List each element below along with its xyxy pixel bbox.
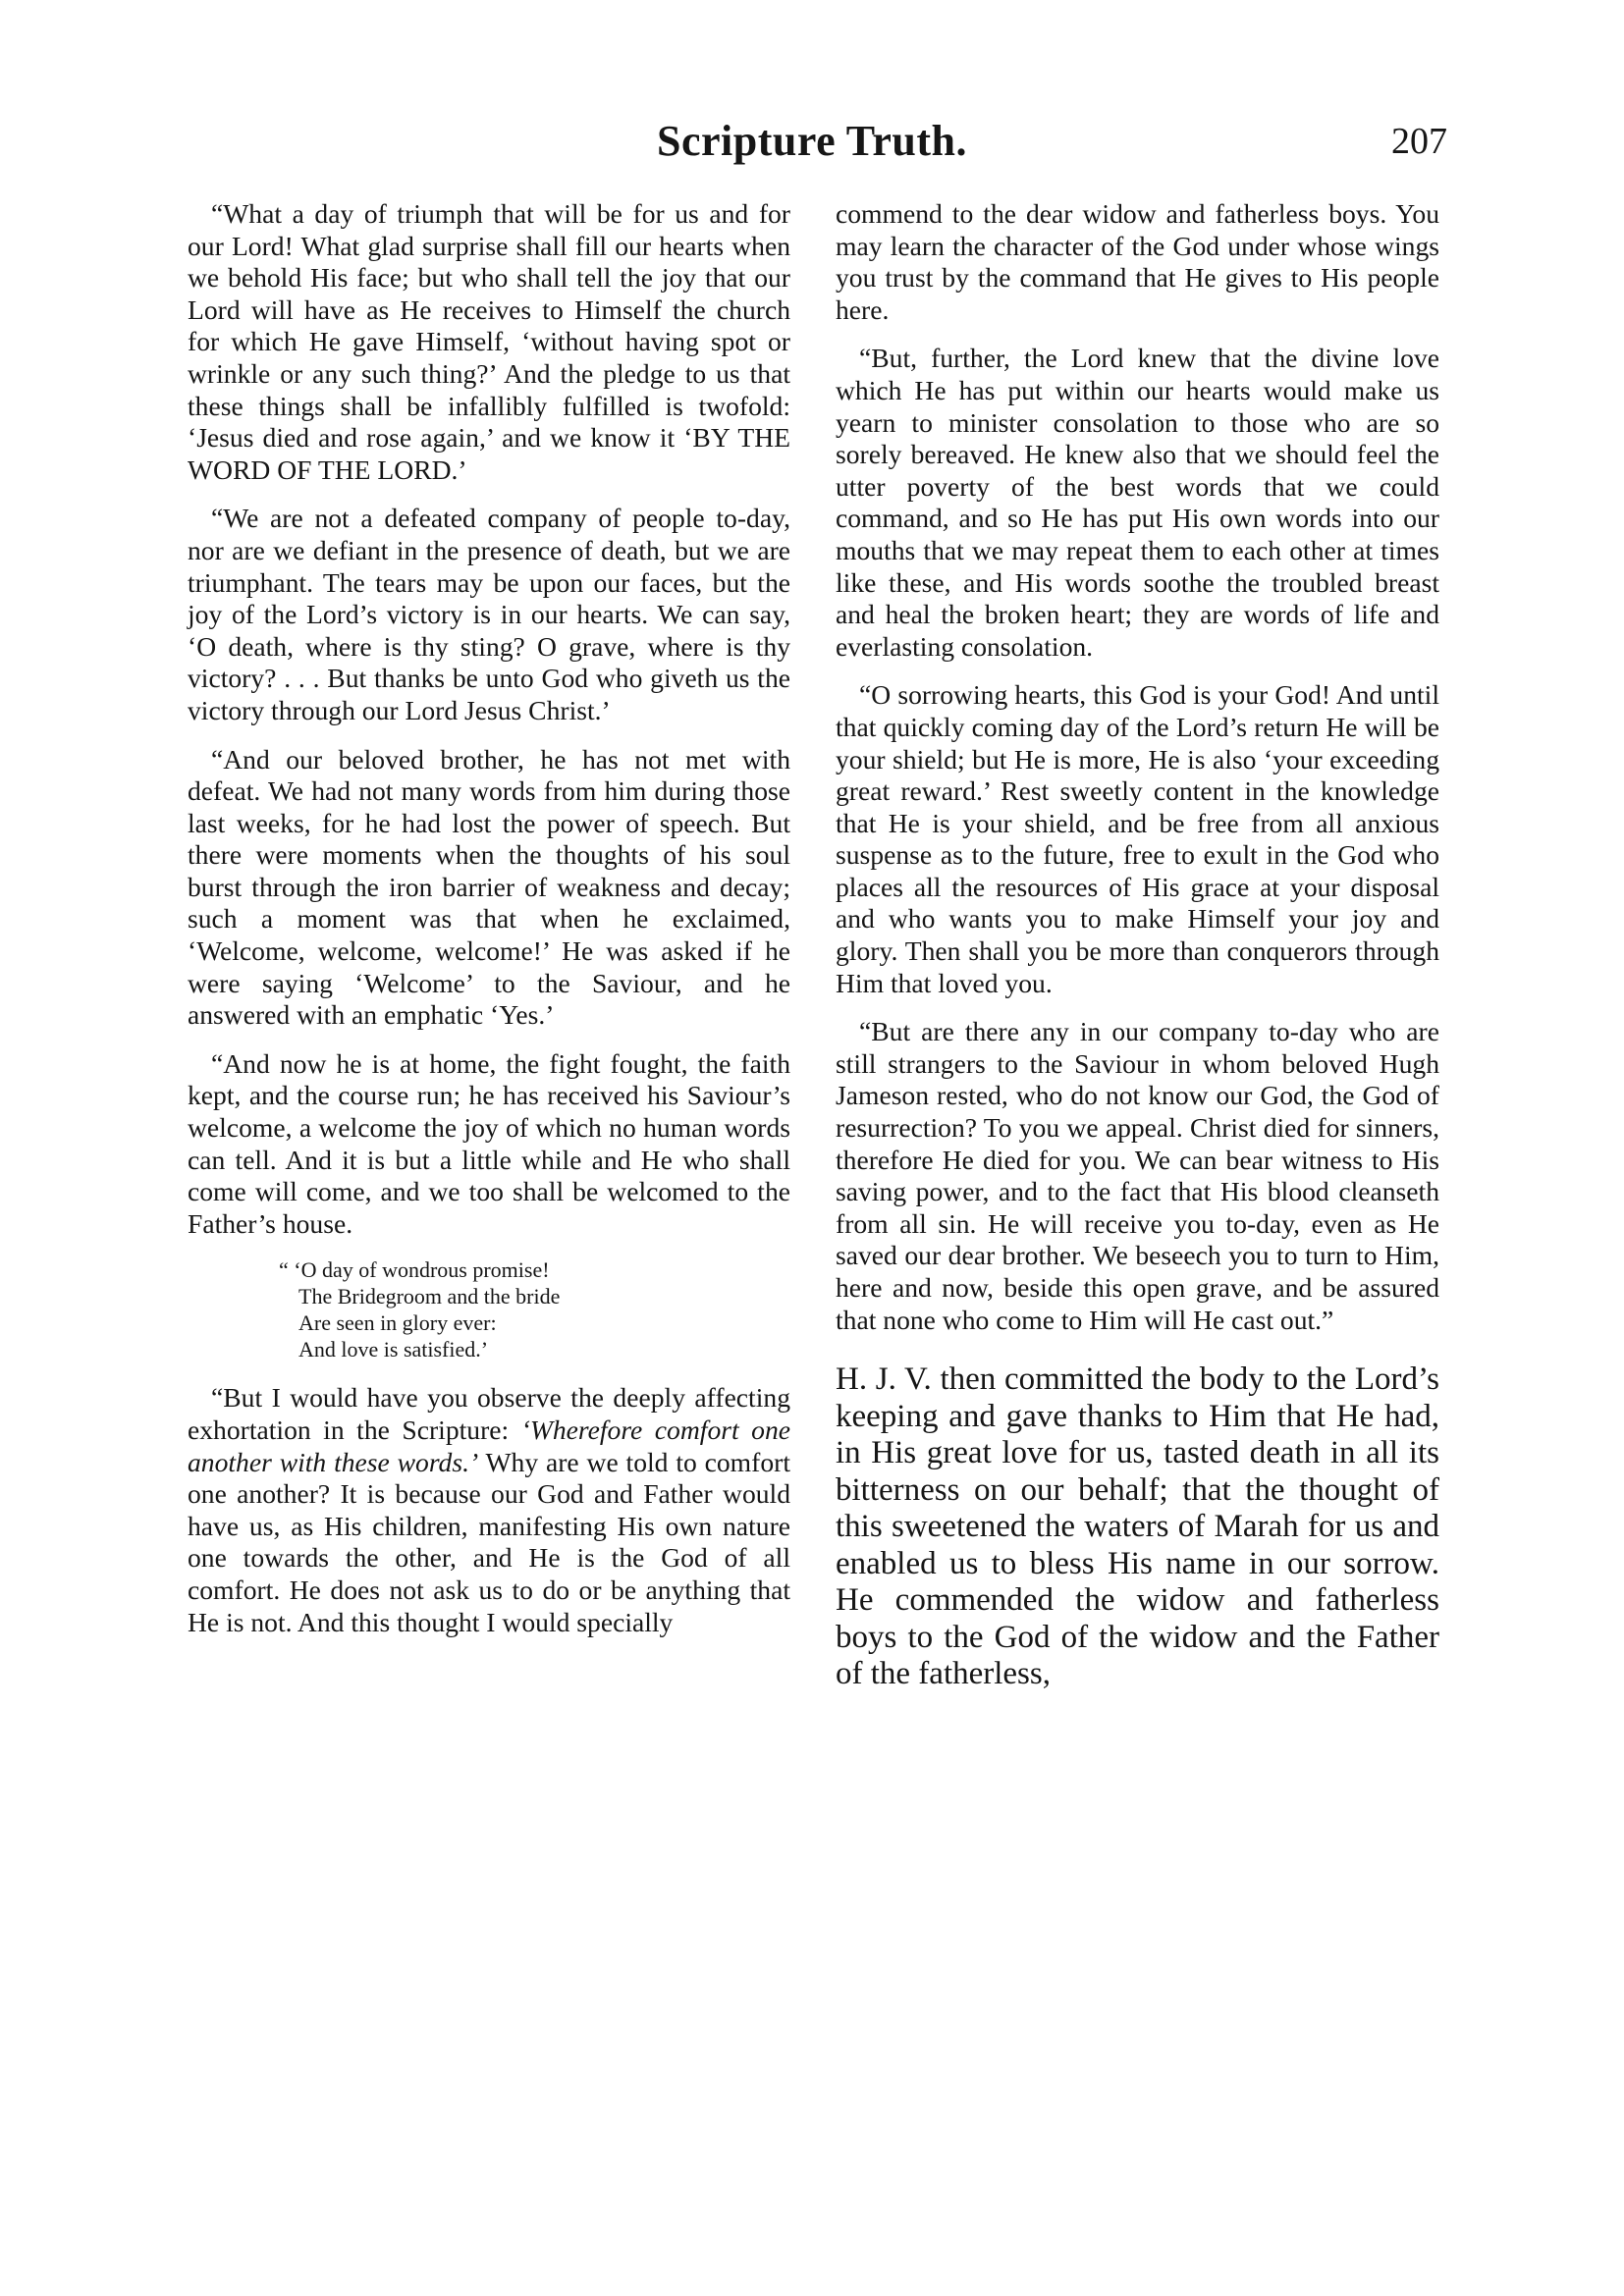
paragraph-strangers: “But are there any in our company to-day who are still strangers to the Saviour in whom beloved Hugh Jameson rested, who do not know our God, the God of resurrection? To you we appeal. Christ died for sinners, therefore He died for you. We can bear witness to His saving power, and to the fact that His blood cleanseth from all sin. He will receive you to-day, even as He saved our dear brother. We beseech you to turn to Him, here and now, beside this open grave, and be assured that none who come to Him will He cast out.” — [836, 1016, 1439, 1335]
poem-quote — [279, 1256, 790, 1362]
paragraph-continuation: commend to the dear widow and fatherless boys. You may learn the character of the God under whose wings you trust by the command that He gives to His people here. — [836, 198, 1439, 325]
poem-line: Are seen in glory ever: — [298, 1310, 497, 1336]
closing-paragraph: H. J. V. then committed the body to the Lord’s keeping and gave thanks to Him that He had, in His great love for us, tasted death in all its bitterness on our behalf; that the thought of this sweetened the waters of Marah for us and enabled us to bless His name in our sorrow. He commended the widow and fatherless boys to the God of the widow and the Father of the fatherless, — [836, 1362, 1439, 1692]
left-column — [188, 198, 790, 1655]
poem-line: The Bridegroom and the bride — [298, 1284, 561, 1309]
exhortation-text-end: Why are we told to comfort one another? It is because our God and Father would have us, as His children, manifesting His own nature one towards the other, and He is the God of all comfort. He does not ask us to do or be anything that He is not. And this thought I would specially — [188, 1446, 790, 1637]
exhortation-scripture-quote: ‘Wherefore comfort one another with these words.’ — [188, 1415, 790, 1477]
right-column — [836, 198, 1439, 1693]
paragraph-not-defeated: “We are not a defeated company of people to-day, nor are we defiant in the presence of death, but we are triumphant. The tears may be upon our faces, but the joy of the Lord’s victory is in our hearts. We can say, ‘O death, where is thy sting? O grave, where is thy victory? . . . But thanks be unto God who giveth us the victory through our Lord Jesus Christ.’ — [188, 503, 790, 725]
paragraph-at-home: “And now he is at home, the fight fought, the faith kept, and the course run; he has received his Saviour’s welcome, a welcome the joy of which no human words can tell. And it is but a little while and He who shall come will come, and we too shall be welcomed to the Father’s house. — [188, 1047, 790, 1239]
poem-line: “ ‘O day of wondrous promise! — [279, 1257, 550, 1283]
page-header — [0, 116, 1624, 175]
paragraph-divine-love: “But, further, the Lord knew that the divine love which He has put within our hearts would make us yearn to minister consolation to those who are so sorely bereaved. He knew also that we should feel the utter poverty of the best words that we could command, and so He has put His own words into our mouths that we may repeat them to each other at times like these, and His words soothe the troubled breast and heal the broken heart; they are words of life and everlasting consolation. — [836, 343, 1439, 662]
exhortation-text-start: “But I would have you observe the deeply affecting exhortation in the Scripture: — [188, 1382, 790, 1445]
paragraph-exhortation — [188, 1382, 790, 1638]
poem-line: And love is satisfied.’ — [298, 1337, 489, 1362]
page-number: 207 — [1391, 121, 1447, 162]
paragraph-day-of-triumph: “What a day of triumph that will be for us and for our Lord! What glad surprise shall fill our hearts when we behold His face; but who shall tell the joy that our Lord will have as He receives to Himself the church for which He gave Himself, ‘without having spot or wrinkle or any such thing?’ And the pledge to us that these things shall be infallibly fulfilled is twofold: ‘Jesus died and rose again,’ and we know it ‘BY THE WORD OF THE LORD.’ — [188, 198, 790, 485]
paragraph-beloved-brother: “And our beloved brother, he has not met with defeat. We had not many words from him during those last weeks, for he had lost the power of speech. But there were moments when the thoughts of his soul burst through the iron barrier of weakness and decay; such a moment was that when he exclaimed, ‘Welcome, welcome, welcome!’ He was asked if he were saying ‘Welcome’ to the Saviour, and he answered with an emphatic ‘Yes.’ — [188, 743, 790, 1031]
running-title: Scripture Truth. — [656, 117, 968, 165]
paragraph-sorrowing-hearts: “O sorrowing hearts, this God is your God! And until that quickly coming day of the Lord’s return He will be your shield; but He is more, He is also ‘your exceeding great reward.’ Rest sweetly content in the knowledge that He is your shield, and be free from all anxious suspense as to the future, free to exult in the God who places all the resources of His grace at your disposal and who wants you to make Himself your joy and glory. Then shall you be more than conquerors through Him that loved you. — [836, 679, 1439, 998]
